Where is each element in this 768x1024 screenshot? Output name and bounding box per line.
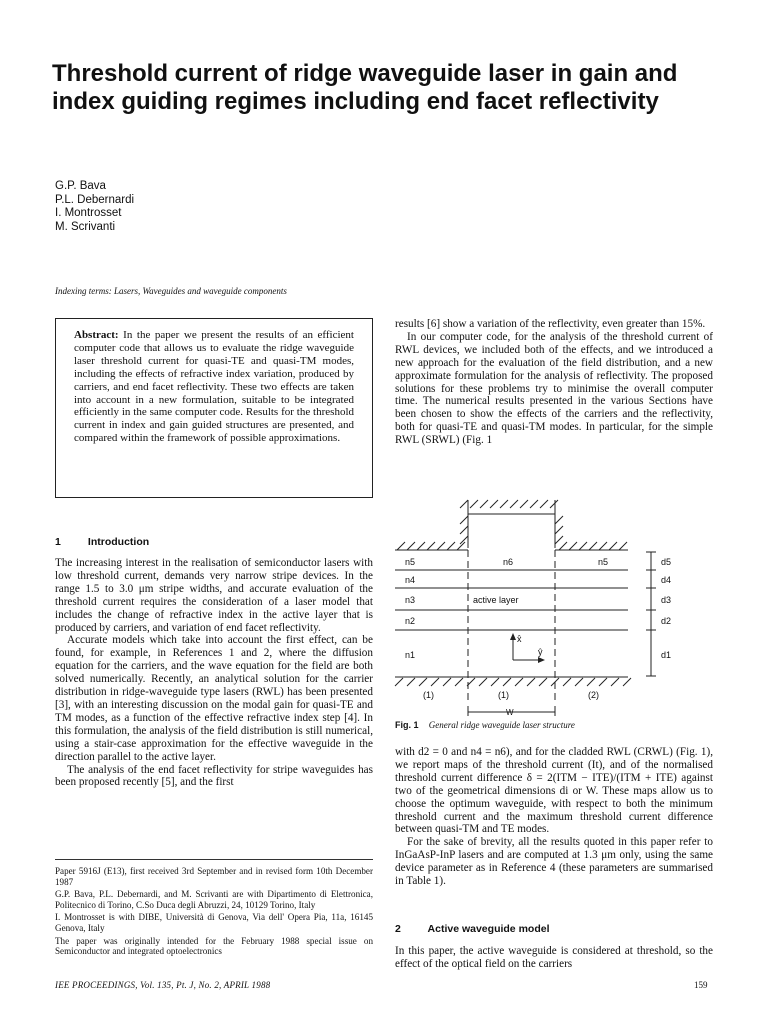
paragraph: For the sake of brevity, all the results quoted in this paper refer to InGaAsP-InP lasers and are computed at 1.3 μm only, using the same device parameter as in Reference 4 (these parameters are summarised in Table 1).: [395, 836, 713, 888]
right-column-top: [395, 318, 713, 447]
abstract-text: In the paper we present the results of an efficient computer code that allows us to evaluate the ridge waveguide laser threshold current for quasi-TE and quasi-TM modes, including the effects of refractive index variation, produced by carriers, and end facet reflectivity. These two effects are taken into account in a new formulation, suitable to be integrated efficiently in the same computer code. Results for the threshold current in index and gain guided structures are presented, and compared within the framework of possible approximations.: [74, 329, 354, 445]
paragraph: In our computer code, for the analysis of the threshold current of RWL devices, we included both of the effects, and we introduced a new approach for the evaluation of the field distribution, and a new approximate formulation for the analysis of reflectivity. The proposed solutions for these problems try to minimise the overall computer time. The numerical results presented in the various Sections have been chosen to show the effects of the carriers and the reflectivity, both for quasi-TE and quasi-TM modes. In particular, for the simple RWL (SRWL) (Fig. 1: [395, 330, 713, 447]
layer-label-n1: n1: [405, 650, 416, 660]
paragraph: The increasing interest in the realisation of semiconductor lasers with low threshold current, demands very narrow stripe devices. In the range 1.5 to 3.0 μm stripe widths, and accurate evaluation of the threshold current requires the consideration of a laser model that includes the change of refractive index in the active layer that is produced by carriers, and variation of end facet reflectivity.: [55, 557, 373, 634]
region-label: (2): [588, 690, 599, 700]
right-column-bottom: [395, 746, 713, 888]
thickness-label-d2: d2: [661, 616, 672, 626]
ridge-label: n6: [503, 557, 514, 567]
axis-y-label: ŷ: [538, 647, 543, 657]
footnote: G.P. Bava, P.L. Debernardi, and M. Scrivanti are with Dipartimento di Elettronica, Politecnico di Torino, C.So Duca degli Abruzzi, 24, 10129 Torino, Italy: [55, 889, 373, 910]
paragraph: In this paper, the active waveguide is considered at threshold, so the effect of the optical field on the carriers: [395, 945, 713, 970]
figure-label: Fig. 1: [395, 720, 419, 730]
layer-label-n4: n4: [405, 575, 416, 585]
section-number: 1: [55, 536, 61, 548]
page-number: 159: [694, 980, 708, 990]
footnotes: [55, 866, 373, 959]
section-2-text: [395, 945, 713, 971]
thickness-label-d3: d3: [661, 595, 672, 605]
footnote: The paper was originally intended for the February 1988 special issue on Semiconductor and integrated optoelectronics: [55, 935, 373, 957]
thickness-label-d4: d4: [661, 575, 672, 585]
section-1-heading: [55, 536, 149, 548]
paragraph: results [6] show a variation of the reflectivity, even greater than 15%.: [395, 318, 706, 330]
paragraph: Accurate models which take into account the first effect, can be found, for example, in References 1 and 2, where the diffusion equation for the carriers, and the wave equation for the field are both solved numerically. Recently, an analytical solution for the carrier distribution in ridge-waveguide type lasers (RWL) has been presented [3], with an interesting discussion on the modal gain for quasi-TE and TM modes, as a function of the effective refractive index step [4]. In this formulation, the analysis of the field distribution is still numerical, using a stair-case approximation for the effective waveguide in the direction parallel to the active layer.: [55, 634, 373, 763]
author-list: [55, 180, 134, 234]
indexing-terms: Indexing terms: Lasers, Waveguides and waveguide components: [55, 286, 287, 296]
figure-caption-text: General ridge waveguide laser structure: [428, 720, 575, 730]
author: P.L. Debernardi: [55, 193, 135, 206]
active-layer-label: active layer: [473, 595, 519, 605]
footnote: Paper 5916J (E13), first received 3rd September and in revised form 10th December 1987: [55, 866, 373, 887]
intro-text: [55, 557, 373, 789]
figure-1: [393, 490, 723, 722]
journal-footer: IEE PROCEEDINGS, Vol. 135, Pt. J, No. 2, APRIL 1988: [55, 980, 271, 990]
footnote-divider: [55, 859, 373, 860]
layer-label-n5: n5: [405, 557, 416, 567]
laser-structure-diagram: [393, 490, 723, 722]
region-label: (1): [498, 690, 509, 700]
author: M. Scrivanti: [55, 220, 116, 233]
paragraph: The analysis of the end facet reflectivity for stripe waveguides has been proposed recently [5], and the first: [55, 763, 373, 789]
layer-label-n3: n3: [405, 595, 416, 605]
author: G.P. Bava: [55, 180, 106, 192]
region-label: (1): [423, 690, 434, 700]
width-label: W: [506, 708, 514, 717]
section-number: 2: [395, 923, 401, 935]
section-title: Introduction: [87, 536, 150, 548]
thickness-label-d1: d1: [661, 650, 672, 660]
layer-label-n2: n2: [405, 616, 416, 626]
section-title: Active waveguide model: [427, 923, 550, 935]
paragraph: with d2 = 0 and n4 = n6), and for the cladded RWL (CRWL) (Fig. 1), we report maps of the threshold current (It), and of the normalised threshold current difference δ = 2(ITM − ITE)/(ITM + ITE) against two of the geometrical dimensions di or W. These maps allow us to choose the optimum waveguide, with respect to both the minimum threshold current and the maximum threshold current difference between quasi-TM and TE modes.: [395, 746, 713, 836]
abstract-box: [55, 318, 373, 498]
paper-title: Threshold current of ridge waveguide laser in gain and index guiding regimes including end facet reflectivity: [52, 60, 678, 115]
author: I. Montrosset: [55, 207, 122, 219]
right-layer-label: n5: [598, 557, 609, 567]
footnote: I. Montrosset is with DIBE, Università di Genova, Via dell' Opera Pia, 11a, 16145 Genova, Italy: [55, 912, 373, 933]
thickness-label-d5: d5: [661, 557, 672, 567]
figure-caption: [395, 720, 575, 730]
section-2-heading: [395, 923, 550, 935]
abstract-label: Abstract:: [74, 329, 119, 341]
axis-x-label: x̂: [517, 634, 522, 644]
